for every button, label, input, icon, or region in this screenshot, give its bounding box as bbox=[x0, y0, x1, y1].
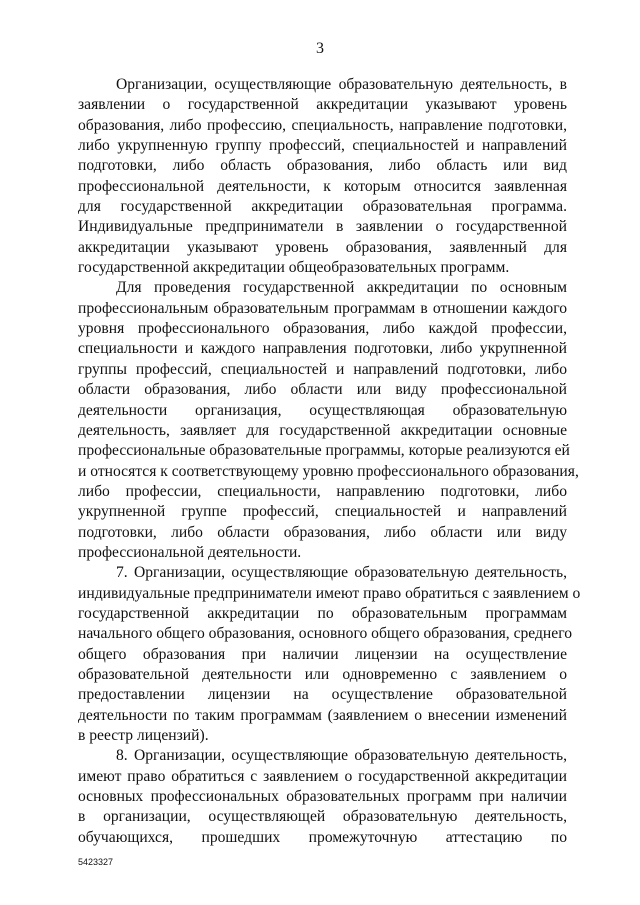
text-line: деятельности организация, осуществляющая образовательную bbox=[78, 401, 567, 419]
text-line: либо укрупненную группу профессий, специальностей и направлений bbox=[78, 137, 567, 155]
text-line: либо профессии, специальности, направлению подготовки, либо bbox=[78, 482, 567, 500]
text-line: 8. Организации, осуществляющие образовательную деятельность, bbox=[116, 747, 567, 765]
text-line: группы профессий, специальностей и направлений подготовки, либо bbox=[78, 360, 567, 378]
text-line: государственной аккредитации общеобразовательных программ. bbox=[78, 259, 510, 277]
text-line: профессиональным образовательным программам в отношении каждого bbox=[78, 299, 567, 317]
document-body bbox=[78, 75, 581, 848]
text-line: обучающихся, прошедших промежуточную аттестацию по bbox=[78, 828, 567, 846]
text-line: уровня профессионального образования, либо каждой профессии, bbox=[78, 320, 567, 338]
document-code: 5423327 bbox=[78, 857, 114, 867]
text-line: в организации, осуществляющей образовательную деятельность, bbox=[78, 808, 567, 826]
text-line: Организации, осуществляющие образовательную деятельность, в bbox=[116, 76, 567, 93]
text-line: профессиональные образовательные программы, которые реализуются ей bbox=[78, 442, 570, 460]
paragraph-item-7 bbox=[78, 563, 581, 746]
text-line: образования, либо профессию, специальность, направление подготовки, bbox=[78, 116, 567, 134]
text-line: области образования, либо области или виду профессиональной bbox=[78, 381, 567, 399]
text-line: профессиональной деятельности, к которым относится заявленная bbox=[78, 177, 567, 195]
text-line: подготовки, либо область образования, либо область или вид bbox=[78, 157, 567, 175]
text-line: деятельность, заявляет для государственной аккредитации основные bbox=[78, 421, 567, 439]
text-line: подготовки, либо области образования, либо области или виду bbox=[78, 523, 567, 541]
text-line: имеют право обратиться с заявлением о государственной аккредитации bbox=[78, 767, 567, 785]
text-line: укрупненной группе профессий, специальностей и направлений bbox=[78, 503, 567, 521]
text-line: заявлении о государственной аккредитации указывают уровень bbox=[78, 96, 567, 114]
page-number: 3 bbox=[316, 40, 324, 57]
text-line: основных профессиональных образовательных программ при наличии bbox=[78, 788, 567, 806]
paragraph-professional-programs bbox=[78, 278, 579, 563]
text-line: специальности и каждого направления подготовки, либо укрупненной bbox=[78, 340, 567, 358]
text-line: образовательной деятельности или одновременно с заявлением о bbox=[78, 665, 567, 683]
text-line: общего образования при наличии лицензии на осуществление bbox=[78, 645, 567, 663]
text-line: начального общего образования, основного общего образования, среднего bbox=[78, 625, 573, 643]
text-line: государственной аккредитации по образовательным программам bbox=[78, 604, 567, 622]
text-line: и относятся к соответствующему уровню профессионального образования, bbox=[78, 462, 579, 480]
text-line: индивидуальные предприниматели имеют право обратиться с заявлением о bbox=[78, 584, 581, 602]
text-line: предоставлении лицензии на осуществление образовательной bbox=[78, 686, 567, 704]
text-line: аккредитации указывают уровень образования, заявленный для bbox=[78, 238, 567, 256]
paragraph-accreditation-application bbox=[78, 75, 567, 278]
text-line: 7. Организации, осуществляющие образовательную деятельность, bbox=[116, 564, 567, 582]
text-line: в реестр лицензий). bbox=[78, 727, 209, 744]
text-line: для государственной аккредитации образовательная программа. bbox=[78, 198, 567, 216]
paragraph-item-8 bbox=[78, 746, 567, 848]
text-line: деятельности по таким программам (заявлением о внесении изменений bbox=[78, 706, 567, 724]
text-line: профессиональной деятельности. bbox=[78, 543, 302, 561]
text-line: Индивидуальные предприниматели в заявлении о государственной bbox=[78, 218, 567, 236]
text-line: Для проведения государственной аккредитации по основным bbox=[116, 279, 567, 297]
